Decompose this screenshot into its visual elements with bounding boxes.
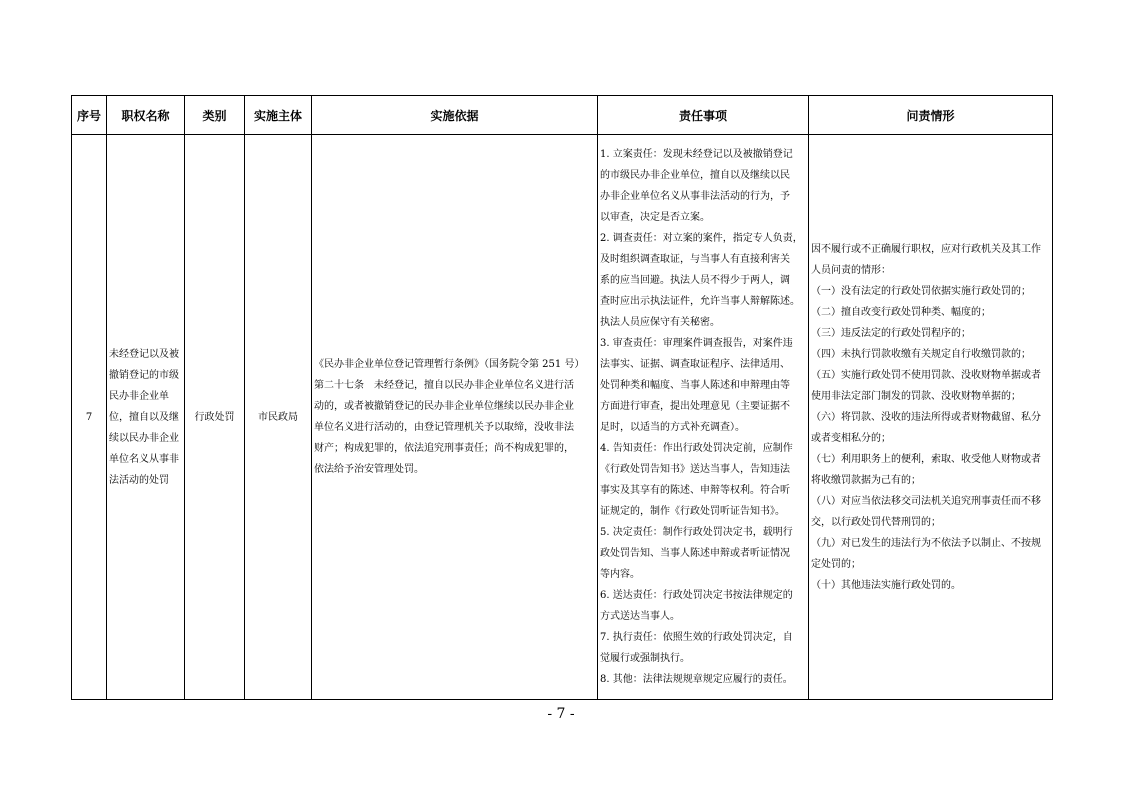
- responsibility-line: 处罚种类和幅度、当事人陈述和申辩理由等: [600, 380, 790, 391]
- responsibility-line: 觉履行或强制执行。: [600, 653, 690, 664]
- responsibility-line: 的市级民办非企业单位，擅自以及继续以民: [600, 170, 790, 181]
- responsibility-line: 以审查，决定是否立案。: [600, 212, 710, 223]
- header-accountability: 问责情形: [809, 96, 1053, 135]
- powers-table: [71, 95, 1053, 700]
- name-line: 法活动的处罚: [109, 474, 169, 486]
- responsibility-line: 法事实、证据、调查取证程序、法律适用、: [600, 359, 790, 370]
- cell-subject: 市民政局: [245, 135, 312, 700]
- responsibility-line: 证规定的，制作《行政处罚听证告知书》。: [600, 506, 785, 517]
- page-number: - 7 -: [547, 706, 575, 722]
- responsibility-line: 事实及其享有的陈述、申辩等权利。符合听: [600, 485, 790, 496]
- basis-line: 单位名义进行活动的，由登记管理机关予以取缔，没收非法: [314, 422, 574, 433]
- accountability-line: 因不履行或不正确履行职权，应对行政机关及其工作: [811, 243, 1041, 255]
- accountability-line: （六）将罚款、没收的违法所得或者财物截留、私分: [811, 411, 1041, 423]
- accountability-line: （四）未执行罚款收缴有关规定自行收缴罚款的；: [811, 348, 1031, 360]
- responsibility-line: 5. 决定责任：制作行政处罚决定书，载明行: [600, 527, 793, 538]
- responsibility-line: 方式送达当事人。: [600, 611, 680, 622]
- responsibility-line: 8. 其他：法律法规规章规定应履行的责任。: [600, 674, 793, 685]
- responsibility-line: 1. 立案责任：发现未经登记以及被撤销登记: [600, 149, 793, 160]
- cell-accountability: [809, 135, 1053, 700]
- cell-name: [107, 135, 185, 700]
- name-line: 单位名义从事非: [109, 453, 179, 465]
- accountability-line: 使用非法定部门制发的罚款、没收财物单据的；: [811, 390, 1021, 402]
- responsibility-line: 3. 审查责任：审理案件调查报告，对案件违: [600, 338, 793, 349]
- responsibility-line: 系的应当回避。执法人员不得少于两人，调: [600, 275, 790, 286]
- accountability-line: 或者变相私分的；: [811, 432, 891, 444]
- cell-category: 行政处罚: [185, 135, 245, 700]
- accountability-line: （一）没有法定的行政处罚依据实施行政处罚的；: [811, 285, 1031, 297]
- header-subject: 实施主体: [245, 96, 312, 135]
- basis-line: 动的，或者被撤销登记的民办非企业单位继续以民办非企业: [314, 401, 574, 412]
- responsibility-line: 执法人员应保守有关秘密。: [600, 317, 720, 328]
- responsibility-line: 4. 告知责任：作出行政处罚决定前，应制作: [600, 443, 793, 454]
- basis-line: 《民办非企业单位登记管理暂行条例》（国务院令第 251 号）: [314, 359, 585, 370]
- responsibility-line: 足时，以适当的方式补充调查）。: [600, 422, 745, 433]
- cell-seq: 7: [72, 135, 107, 700]
- accountability-line: 将收缴罚款据为己有的；: [811, 474, 921, 486]
- responsibility-line: 《行政处罚告知书》送达当事人，告知违法: [600, 464, 790, 475]
- accountability-line: （三）违反法定的行政处罚程序的；: [811, 327, 971, 339]
- responsibility-line: 政处罚告知、当事人陈述申辩或者听证情况: [600, 548, 790, 559]
- accountability-line: （十）其他违法实施行政处罚的。: [811, 579, 961, 591]
- responsibility-line: 6. 送达责任：行政处罚决定书按法律规定的: [600, 590, 793, 601]
- responsibility-line: 7. 执行责任：依照生效的行政处罚决定，自: [600, 632, 793, 643]
- table-header-row: [72, 96, 1053, 135]
- responsibility-line: 等内容。: [600, 569, 640, 580]
- responsibility-line: 及时组织调查取证，与当事人有直接利害关: [600, 254, 790, 265]
- cell-responsibility: [598, 135, 809, 700]
- accountability-line: （九）对已发生的违法行为不依法予以制止、不按规: [811, 537, 1041, 549]
- header-name: 职权名称: [107, 96, 185, 135]
- responsibility-line: 办非企业单位名义从事非法活动的行为，予: [600, 191, 790, 202]
- basis-line: 依法给予治安管理处罚。: [314, 464, 424, 475]
- name-line: 民办非企业单: [109, 390, 169, 402]
- responsibility-line: 方面进行审查，提出处理意见（主要证据不: [600, 401, 790, 412]
- name-line: 撤销登记的市级: [109, 369, 179, 381]
- header-seq: 序号: [72, 96, 107, 135]
- header-basis: 实施依据: [312, 96, 598, 135]
- header-category: 类别: [185, 96, 245, 135]
- accountability-line: （七）利用职务上的便利，索取、收受他人财物或者: [811, 453, 1041, 465]
- responsibility-line: 2. 调查责任：对立案的案件，指定专人负责，: [600, 233, 803, 244]
- name-line: 未经登记以及被: [109, 348, 179, 360]
- header-responsibility: 责任事项: [598, 96, 809, 135]
- accountability-line: 人员问责的情形：: [811, 264, 891, 276]
- accountability-line: （五）实施行政处罚不使用罚款、没收财物单据或者: [811, 369, 1041, 381]
- accountability-line: 定处罚的；: [811, 558, 861, 570]
- responsibility-line: 查时应出示执法证件，允许当事人辩解陈述。: [600, 296, 800, 307]
- name-line: 位，擅自以及继: [109, 411, 179, 423]
- table-row: [72, 135, 1053, 700]
- accountability-line: （八）对应当依法移交司法机关追究刑事责任而不移: [811, 495, 1041, 507]
- cell-basis: [312, 135, 598, 700]
- basis-line: 第二十七条 未经登记，擅自以民办非企业单位名义进行活: [314, 380, 574, 391]
- name-line: 续以民办非企业: [109, 432, 179, 444]
- basis-line: 财产；构成犯罪的，依法追究刑事责任；尚不构成犯罪的，: [314, 443, 574, 454]
- accountability-line: 交，以行政处罚代替刑罚的；: [811, 516, 941, 528]
- accountability-line: （二）擅自改变行政处罚种类、幅度的；: [811, 306, 991, 318]
